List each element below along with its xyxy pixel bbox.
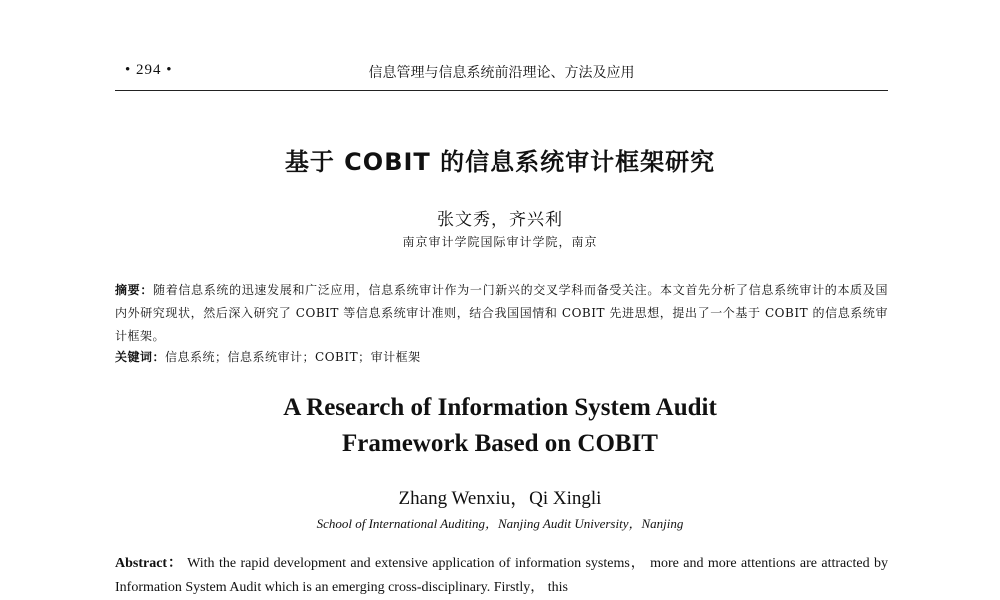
- abstract-en: [115, 552, 888, 600]
- abstract-cn: [115, 279, 888, 348]
- affiliation-cn: 南京审计学院国际审计学院，南京: [402, 235, 598, 249]
- paper-title-en: [0, 390, 1000, 462]
- running-title: 信息管理与信息系统前沿理论、方法及应用: [368, 65, 635, 81]
- page-number: • 294 •: [125, 62, 173, 78]
- abstract-label-en: Abstract：: [115, 556, 183, 571]
- abstract-label-cn: 摘要：: [115, 283, 154, 297]
- abstract-text-en: With the rapid development and extensive application of information systems， more and more attentions are attracted by Information System Audit which is an emerging cross-disciplinary. Firstly， this: [115, 556, 889, 595]
- running-header: [115, 62, 888, 91]
- authors-en: Zhang Wenxiu，Qi Xingli: [398, 488, 602, 509]
- affiliation-en: School of International Auditing，Nanjing Audit University，Nanjing: [316, 516, 684, 531]
- paper-title-en-line2: Framework Based on COBIT: [342, 430, 658, 457]
- keywords-text-cn: 信息系统；信息系统审计；COBIT；审计框架: [165, 350, 421, 364]
- paper-title-en-line1: A Research of Information System Audit: [283, 394, 717, 421]
- keywords-label-cn: 关键词：: [115, 350, 166, 364]
- keywords-cn: [115, 348, 888, 365]
- abstract-text-cn: 随着信息系统的迅速发展和广泛应用，信息系统审计作为一门新兴的交叉学科而备受关注。本文首先分析了信息系统审计的本质及国内外研究现状，然后深入研究了 COBIT 等信息系统审计准则，结合我国国情和 COBIT 先进思想，提出了一个基于 COBIT 的信息系统审计框架。: [115, 283, 888, 343]
- authors-cn: 张文秀，齐兴利: [437, 210, 563, 230]
- paper-title-cn: 基于 COBIT 的信息系统审计框架研究: [284, 148, 716, 176]
